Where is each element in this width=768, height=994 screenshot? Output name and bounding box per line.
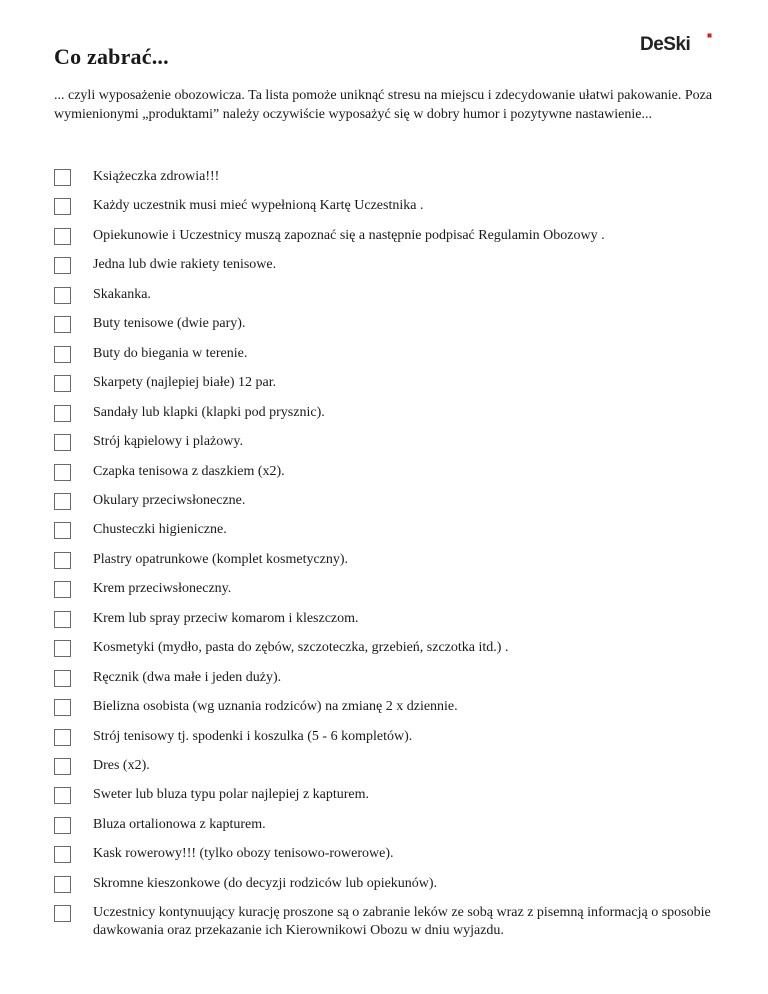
checklist-item-label: Buty tenisowe (dwie pary). — [93, 316, 246, 332]
checkbox[interactable] — [54, 729, 71, 746]
checkbox[interactable] — [54, 405, 71, 422]
intro-paragraph: ... czyli wyposażenie obozowicza. Ta lista pomoże uniknąć stresu na miejscu i zdecydowanie ułatwi pakowanie. Poza wymienionymi „produktami” należy oczywiście wyposażyć się w dobry humor i pozytywne nastawienie... — [54, 88, 713, 122]
checkbox[interactable] — [54, 464, 71, 481]
checklist-item — [54, 816, 714, 834]
checklist-item-label: Sandały lub klapki (klapki pod prysznic). — [93, 404, 325, 420]
checkbox[interactable] — [54, 640, 71, 657]
checklist-item-label: Skromne kieszonkowe (do decyzji rodziców lub opiekunów). — [93, 875, 438, 891]
checklist-item-label: Opiekunowie i Uczestnicy muszą zapoznać się a następnie podpisać Regulamin Obozowy . — [93, 227, 605, 243]
checklist-item-label: Skarpety (najlepiej białe) 12 par. — [93, 375, 277, 391]
checkbox[interactable] — [54, 787, 71, 804]
checklist-item — [54, 786, 714, 804]
checklist-item — [54, 904, 714, 940]
checklist-item-label: Strój tenisowy tj. spodenki i koszulka (5 - 6 kompletów). — [93, 728, 413, 744]
checklist-item — [54, 551, 714, 569]
checklist-item-label: Chusteczki higieniczne. — [93, 522, 227, 538]
checklist-item-label: Okulary przeciwsłoneczne. — [93, 492, 246, 508]
checklist-item — [54, 875, 714, 893]
page-title: Co zabrać... — [54, 44, 169, 69]
checkbox[interactable] — [54, 198, 71, 215]
checkbox[interactable] — [54, 670, 71, 687]
checklist-item — [54, 345, 714, 363]
checklist-item — [54, 669, 714, 687]
checklist-item-label: Ręcznik (dwa małe i jeden duży). — [93, 669, 282, 685]
checkbox[interactable] — [54, 434, 71, 451]
logo-wordmark: DeSki — [640, 34, 691, 55]
checkbox[interactable] — [54, 316, 71, 333]
checklist-item-label: Każdy uczestnik musi mieć wypełnioną Kartę Uczestnika . — [93, 198, 424, 214]
checklist-item — [54, 580, 714, 598]
checklist-item-label: Książeczka zdrowia!!! — [93, 169, 220, 184]
checklist-item — [54, 728, 714, 746]
checklist-item — [54, 639, 714, 657]
checklist-item — [54, 757, 714, 775]
checklist-item-label: Krem lub spray przeciw komarom i kleszczom. — [93, 610, 359, 626]
checkbox[interactable] — [54, 758, 71, 775]
checklist-item-label: Skakanka. — [93, 286, 151, 302]
checkbox[interactable] — [54, 522, 71, 539]
checkbox[interactable] — [54, 581, 71, 598]
checklist-item-label: Jedna lub dwie rakiety tenisowe. — [93, 257, 277, 273]
checklist-item — [54, 698, 714, 716]
checklist-item-label: Czapka tenisowa z daszkiem (x2). — [93, 463, 285, 479]
checkbox[interactable] — [54, 228, 71, 245]
checklist-item — [54, 168, 714, 186]
checklist-item — [54, 463, 714, 481]
checkbox[interactable] — [54, 493, 71, 510]
checklist-item-label: Bielizna osobista (wg uznania rodziców) na zmianę 2 x dziennie. — [93, 699, 458, 715]
checklist-item-label: Strój kąpielowy i plażowy. — [93, 434, 243, 450]
checkbox[interactable] — [54, 699, 71, 716]
checkbox[interactable] — [54, 552, 71, 569]
checkbox[interactable] — [54, 876, 71, 893]
checkbox[interactable] — [54, 817, 71, 834]
checklist-item — [54, 227, 714, 245]
checklist-item-label: Uczestnicy kontynuujący kurację proszone są o zabranie leków ze sobą wraz z pisemną informacją o sposobie dawkowania oraz przekazanie ich Kierownikowi Obozu w dniu wyjazdu. — [93, 905, 711, 939]
checklist-item-label: Buty do biegania w terenie. — [93, 345, 248, 361]
checklist-item — [54, 404, 714, 422]
checklist-item — [54, 521, 714, 539]
checklist-item — [54, 610, 714, 628]
checklist-item — [54, 374, 714, 392]
checkbox[interactable] — [54, 905, 71, 922]
checklist-item-label: Kask rowerowy!!! (tylko obozy tenisowo-rowerowe). — [93, 846, 394, 862]
checklist-item — [54, 433, 714, 451]
logo-accent-dot — [708, 34, 712, 38]
checklist-item-label: Bluza ortalionowa z kapturem. — [93, 816, 266, 832]
checklist-item-label: Kosmetyki (mydło, pasta do zębów, szczoteczka, grzebień, szczotka itd.) . — [93, 640, 509, 656]
checkbox[interactable] — [54, 257, 71, 274]
checklist-item-label: Sweter lub bluza typu polar najlepiej z kapturem. — [93, 787, 370, 803]
checkbox[interactable] — [54, 611, 71, 628]
checklist-item-label: Dres (x2). — [93, 758, 150, 773]
checkbox[interactable] — [54, 287, 71, 304]
checkbox[interactable] — [54, 846, 71, 863]
checklist-item — [54, 286, 714, 304]
checkbox[interactable] — [54, 375, 71, 392]
checklist-item — [54, 845, 714, 863]
checklist-item-label: Plastry opatrunkowe (komplet kosmetyczny). — [93, 551, 349, 567]
checklist-item — [54, 256, 714, 274]
checklist-item — [54, 492, 714, 510]
checklist-item-label: Krem przeciwsłoneczny. — [93, 581, 232, 597]
checkbox[interactable] — [54, 169, 71, 186]
checkbox[interactable] — [54, 346, 71, 363]
checklist-item — [54, 197, 714, 215]
checklist-item — [54, 315, 714, 333]
deski-logo — [640, 33, 714, 55]
